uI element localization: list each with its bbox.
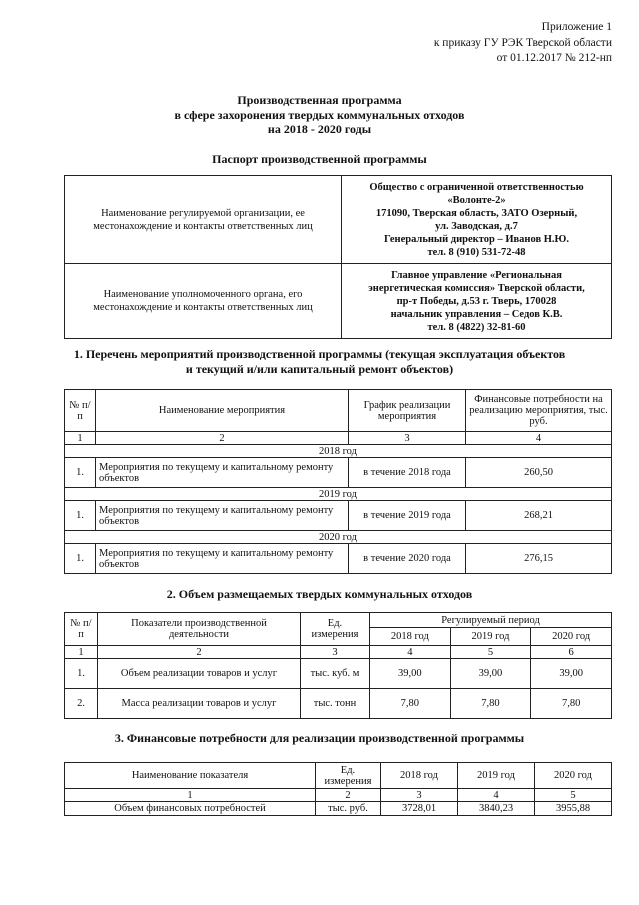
passport-row-authority [65, 264, 612, 339]
appendix-note [434, 20, 612, 67]
table-row [65, 659, 612, 689]
appendix-line-1: Приложение 1 [541, 21, 612, 33]
activities-table [64, 389, 612, 574]
index-cell: 4 [466, 432, 612, 445]
row-value: 260,50 [466, 458, 612, 488]
col-name-header: Наименование мероприятия [96, 390, 349, 432]
row-value: 3955,88 [535, 802, 612, 816]
index-cell: 3 [301, 646, 370, 659]
col-finance-header: Финансовые потребности на реализацию мероприятия, тыс. руб. [466, 390, 612, 432]
col-num-header: № п/п [65, 613, 98, 646]
authority-line: энергетическая комиссия» Тверской области, [368, 282, 585, 294]
index-cell: 4 [370, 646, 451, 659]
passport-row-organization [65, 176, 612, 264]
org-line: ул. Заводская, д.7 [435, 220, 518, 232]
appendix-line-3: от 01.12.2017 № 212-нп [496, 52, 612, 64]
section2-heading: 2. Объем размещаемых твердых коммунальных отходов [166, 587, 473, 601]
appendix-line-2: к приказу ГУ РЭК Тверской области [433, 36, 612, 49]
table-header-row [65, 763, 612, 789]
year-header: 2018 год [381, 763, 458, 789]
table-row [65, 458, 612, 488]
org-line: Общество с ограниченной ответственностью [369, 181, 584, 193]
col-unit-header: Ед. измерения [301, 613, 370, 646]
row-value: 276,15 [466, 544, 612, 574]
index-row [65, 789, 612, 802]
col-indicator-header: Показатели производственной деятельности [98, 613, 301, 646]
row-value: 268,21 [466, 501, 612, 531]
title-line-2: в сфере захоронения твердых коммунальных отходов [174, 107, 465, 122]
org-line: 171090, Тверская область, ЗАТО Озерный, [375, 207, 578, 219]
row-num: 1. [65, 659, 98, 689]
row-value: 39,00 [531, 659, 612, 689]
index-cell: 6 [531, 646, 612, 659]
row-num: 1. [65, 544, 96, 574]
index-row [65, 432, 612, 445]
table-row [65, 802, 612, 816]
row-value: 3728,01 [381, 802, 458, 816]
table-row [65, 689, 612, 719]
table-row [65, 501, 612, 531]
col-unit-header: Ед. измерения [316, 763, 381, 789]
index-row [65, 646, 612, 659]
year-row [65, 531, 612, 544]
col-num-header: № п/п [65, 390, 96, 432]
row-value: 3840,23 [458, 802, 535, 816]
index-cell: 1 [65, 432, 96, 445]
year-header: 2020 год [535, 763, 612, 789]
row-value: 7,80 [531, 689, 612, 719]
index-cell: 2 [96, 432, 349, 445]
section1-heading [0, 347, 639, 376]
index-cell: 1 [65, 789, 316, 802]
row-value: 39,00 [450, 659, 531, 689]
row-unit: тыс. тонн [301, 689, 370, 719]
year-label: 2018 год [65, 445, 612, 458]
row-schedule: в течение 2018 года [349, 458, 466, 488]
row-num: 1. [65, 458, 96, 488]
authority-line: тел. 8 (4822) 32-81-60 [427, 321, 526, 333]
row-activity: Мероприятия по текущему и капитальному ремонту объектов [96, 501, 349, 531]
year-row [65, 445, 612, 458]
passport-row2-value [342, 264, 612, 339]
document-title [0, 93, 639, 137]
waste-volume-table [64, 612, 612, 719]
title-line-1: Производственная программа [237, 93, 402, 107]
authority-line: пр-т Победы, д.53 г. Тверь, 170028 [396, 295, 557, 307]
col-period-header: Регулируемый период [370, 613, 612, 628]
section1-heading-line-1: 1. Перечень мероприятий производственной программы (текущая эксплуатация объектов [73, 347, 566, 361]
index-cell: 1 [65, 646, 98, 659]
index-cell: 2 [98, 646, 301, 659]
year-header: 2019 год [450, 628, 531, 646]
passport-heading: Паспорт производственной программы [212, 152, 427, 166]
section3-heading: 3. Финансовые потребности для реализации производственной программы [114, 731, 525, 745]
index-cell: 4 [458, 789, 535, 802]
row-activity: Мероприятия по текущему и капитальному ремонту объектов [96, 458, 349, 488]
year-header: 2019 год [458, 763, 535, 789]
row-schedule: в течение 2020 года [349, 544, 466, 574]
passport-row2-label: Наименование уполномоченного органа, его местонахождение и контакты ответственных лиц [65, 264, 342, 339]
row-value: 39,00 [370, 659, 451, 689]
row-value: 7,80 [450, 689, 531, 719]
org-line: «Волонте-2» [447, 194, 506, 206]
index-cell: 5 [535, 789, 612, 802]
year-row [65, 488, 612, 501]
index-cell: 5 [450, 646, 531, 659]
row-schedule: в течение 2019 года [349, 501, 466, 531]
row-activity: Мероприятия по текущему и капитальному ремонту объектов [96, 544, 349, 574]
col-indicator-header: Наименование показателя [65, 763, 316, 789]
authority-line: Главное управление «Региональная [391, 269, 562, 281]
authority-line: начальник управления – Седов К.В. [390, 308, 563, 320]
passport-row1-value [342, 176, 612, 264]
index-cell: 3 [349, 432, 466, 445]
row-indicator: Объем финансовых потребностей [65, 802, 316, 816]
passport-row1-label: Наименование регулируемой организации, ее местонахождение и контакты ответственных лиц [65, 176, 342, 264]
passport-table [64, 175, 612, 339]
table-header-row [65, 390, 612, 432]
row-value: 7,80 [370, 689, 451, 719]
row-unit: тыс. куб. м [301, 659, 370, 689]
index-cell: 3 [381, 789, 458, 802]
year-label: 2019 год [65, 488, 612, 501]
year-header: 2020 год [531, 628, 612, 646]
title-line-3: на 2018 - 2020 годы [267, 122, 372, 136]
year-label: 2020 год [65, 531, 612, 544]
row-indicator: Масса реализации товаров и услуг [98, 689, 301, 719]
row-num: 1. [65, 501, 96, 531]
row-num: 2. [65, 689, 98, 719]
year-header: 2018 год [370, 628, 451, 646]
index-cell: 2 [316, 789, 381, 802]
table-header-row [65, 613, 612, 628]
section1-heading-line-2: и текущий и/или капитальный ремонт объектов) [185, 361, 454, 376]
col-schedule-header: График реализации мероприятия [349, 390, 466, 432]
org-line: Генеральный директор – Иванов Н.Ю. [384, 233, 569, 245]
table-row [65, 544, 612, 574]
org-line: тел. 8 (910) 531-72-48 [427, 246, 526, 258]
row-unit: тыс. руб. [316, 802, 381, 816]
row-indicator: Объем реализации товаров и услуг [98, 659, 301, 689]
financial-needs-table [64, 762, 612, 816]
